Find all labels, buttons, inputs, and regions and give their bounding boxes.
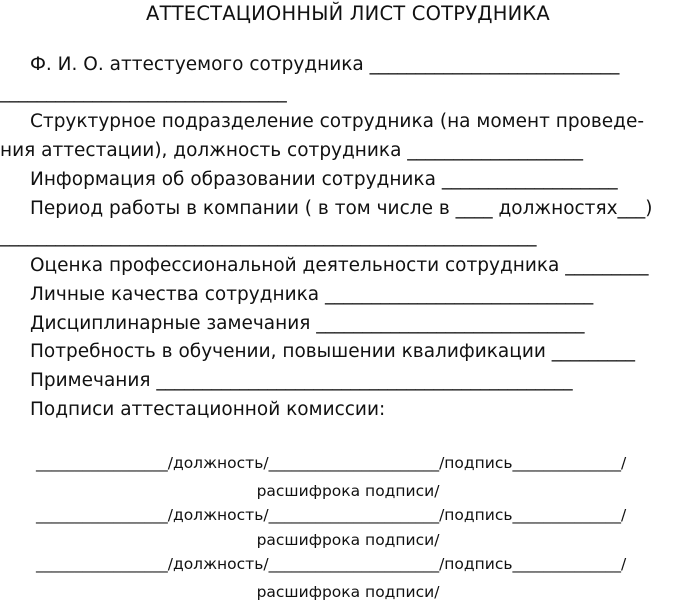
training-need-line: Потребность в обучении, повышении квалификации _________ [30,341,635,362]
signature-caption: расшифрока подписи/ [256,583,440,601]
notes-line: Примечания _____________________________________________ [30,370,573,391]
work-period-line: Период работы в компании ( в том числе в ____ должностях___) [30,198,653,219]
fio-continuation-line: _______________________________ [0,82,287,103]
fio-line: Ф. И. О. аттестуемого сотрудника ___________________________ [30,54,620,75]
evaluation-line: Оценка профессиональной деятельности сотрудника _________ [30,255,649,276]
form-title: АТТЕСТАЦИОННЫЙ ЛИСТ СОТРУДНИКА [146,2,550,25]
discipline-line: Дисциплинарные замечания _____________________________ [30,313,585,334]
signature-row: _________________/должность/______________________/подпись______________/ [36,506,627,524]
department-line: Структурное подразделение сотрудника (на момент проведе- [30,111,645,132]
signature-row: _________________/должность/______________________/подпись______________/ [36,454,627,472]
signature-caption: расшифрока подписи/ [256,531,440,549]
education-line: Информация об образовании сотрудника ___________________ [30,169,618,190]
signature-row: _________________/должность/______________________/подпись______________/ [36,555,627,573]
blank-line: __________________________________________________________ [0,226,537,247]
signature-caption: расшифрока подписи/ [256,482,440,500]
position-line: ния аттестации), должность сотрудника ___________________ [0,140,584,161]
signatures-heading: Подписи аттестационной комиссии: [30,399,386,420]
personal-qualities-line: Личные качества сотрудника _____________________________ [30,284,594,305]
